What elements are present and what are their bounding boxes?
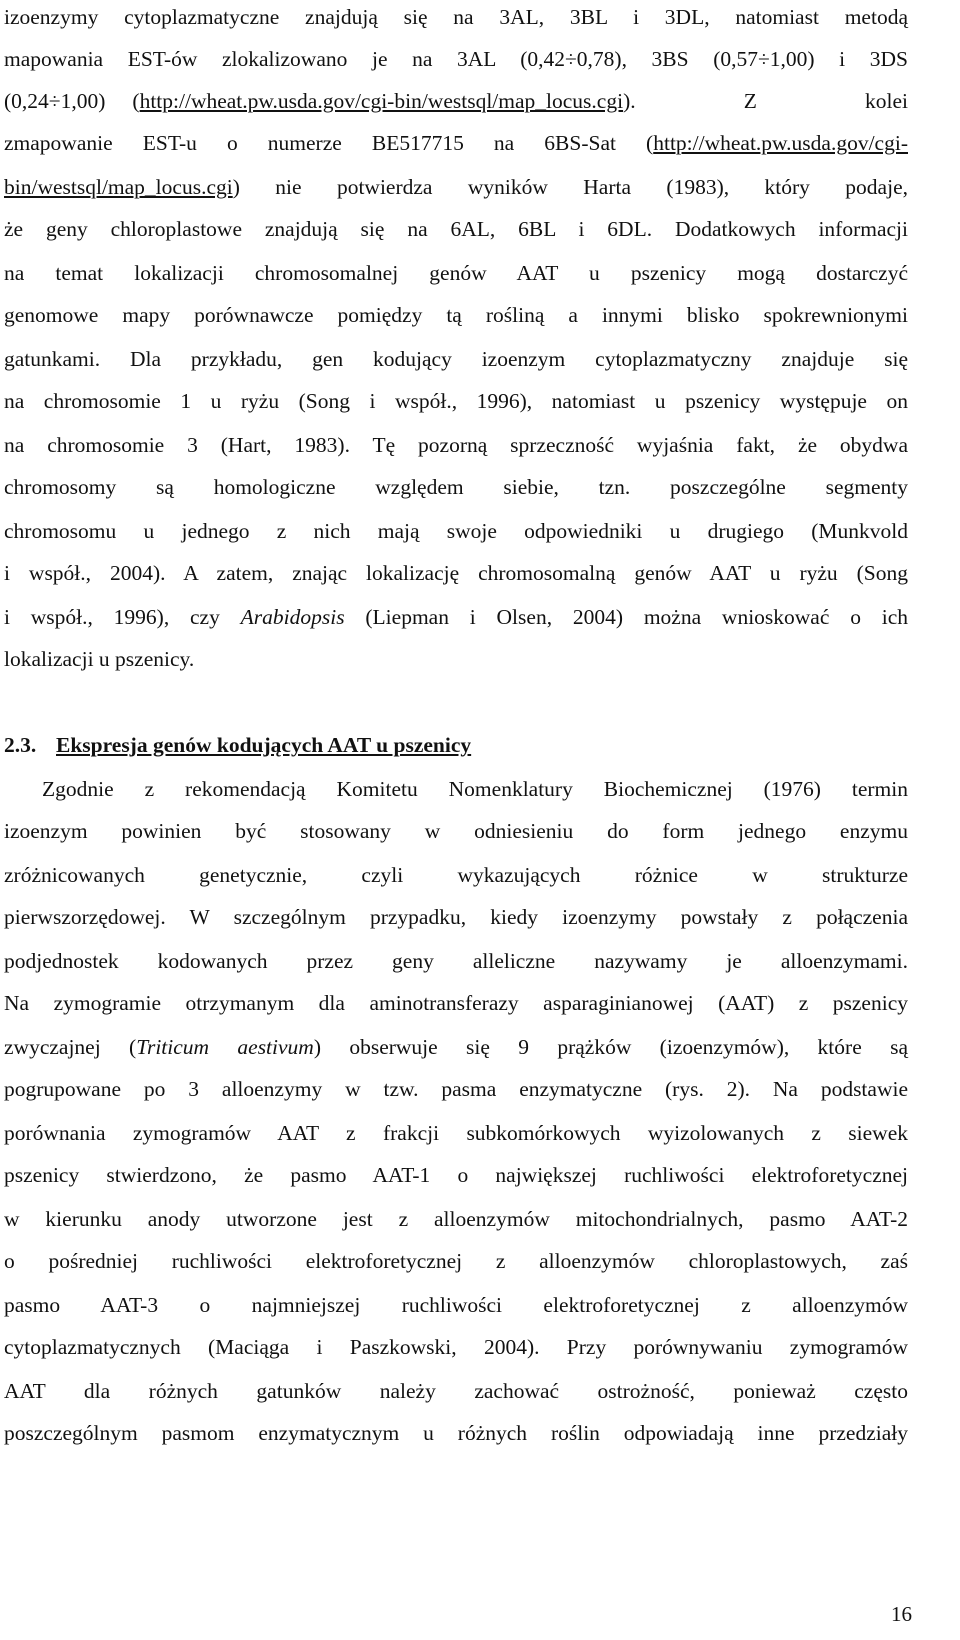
text-line: na temat lokalizacji chromosomalnej genów AAT u pszenicy mogą dostarczyć: [4, 261, 908, 285]
text-line: [4, 86, 908, 116]
text-segment: ) obserwuje się 9 prążków (izoenzymów), które są: [313, 1035, 908, 1059]
text-segment: zwyczajnej (: [4, 1035, 137, 1059]
text-line: zróżnicowanych genetycznie, czyli wykazujących różnice w strukturze: [4, 863, 908, 887]
text-line: [4, 1032, 908, 1062]
text-line: podjednostek kodowanych przez geny alleliczne nazywamy je alloenzymami.: [4, 949, 908, 973]
italic-species-name: Arabidopsis: [240, 605, 345, 629]
text-line: Na zymogramie otrzymanym dla aminotransferazy asparaginianowej (AAT) z pszenicy: [4, 991, 908, 1015]
text-line: pasmo AAT-3 o najmniejszej ruchliwości elektroforetycznej z alloenzymów: [4, 1293, 908, 1317]
text-line: porównania zymogramów AAT z frakcji subkomórkowych wyizolowanych z siewek: [4, 1121, 908, 1145]
text-line: chromosomu u jednego z nich mają swoje odpowiedniki u drugiego (Munkvold: [4, 519, 908, 543]
text-line: pierwszorzędowej. W szczególnym przypadku, kiedy izoenzymy powstały z połączenia: [4, 905, 908, 929]
text-segment: (0,24÷1,00) (: [4, 89, 140, 113]
page-number: 16: [891, 1602, 912, 1626]
text-segment: i współ., 1996), czy: [4, 605, 241, 629]
text-line: izoenzymy cytoplazmatyczne znajdują się na 3AL, 3BL i 3DL, natomiast metodą: [4, 5, 908, 29]
text-line: o pośredniej ruchliwości elektroforetycznej z alloenzymów chloroplastowych, zaś: [4, 1249, 908, 1273]
text-line: na chromosomie 1 u ryżu (Song i współ., 1996), natomiast u pszenicy występuje on: [4, 389, 908, 413]
text-segment: zmapowanie EST-u o numerze BE517715 na 6BS-Sat (: [4, 131, 654, 155]
map-locus-link[interactable]: http://wheat.pw.usda.gov/cgi-bin/westsql/map_locus.cgi: [139, 89, 624, 113]
text-line: w kierunku anody utworzone jest z alloenzymów mitochondrialnych, pasmo AAT-2: [4, 1207, 908, 1231]
text-segment: ). Z kolei: [623, 89, 908, 113]
italic-species-name: Triticum aestivum: [136, 1035, 314, 1059]
text-line: genomowe mapy porównawcze pomiędzy tą rośliną a innymi blisko spokrewnionymi: [4, 303, 908, 327]
text-line: [4, 172, 908, 202]
text-segment: (Liepman i Olsen, 2004) można wnioskować o ich: [344, 605, 909, 629]
text-line: mapowania EST-ów zlokalizowano je na 3AL (0,42÷0,78), 3BS (0,57÷1,00) i 3DS: [4, 47, 908, 71]
section-title: Ekspresja genów kodujących AAT u pszenicy: [56, 733, 472, 757]
text-line: gatunkami. Dla przykładu, gen kodujący izoenzym cytoplazmatyczny znajduje się: [4, 347, 908, 371]
text-line: że geny chloroplastowe znajdują się na 6AL, 6BL i 6DL. Dodatkowych informacji: [4, 217, 908, 241]
text-segment: ) nie potwierdza wyników Harta (1983), który podaje,: [232, 175, 908, 199]
text-line: [4, 602, 908, 632]
text-line: [4, 128, 908, 158]
map-locus-link-2[interactable]: http://wheat.pw.usda.gov/cgi-: [653, 131, 908, 155]
text-line: pogrupowane po 3 alloenzymy w tzw. pasma enzymatyczne (rys. 2). Na podstawie: [4, 1077, 908, 1101]
text-line: chromosomy są homologiczne względem siebie, tzn. poszczególne segmenty: [4, 475, 908, 499]
text-line: cytoplazmatycznych (Maciąga i Paszkowski, 2004). Przy porównywaniu zymogramów: [4, 1335, 908, 1359]
text-line: lokalizacji u pszenicy.: [4, 647, 195, 671]
map-locus-link-2-continued[interactable]: bin/westsql/map_locus.cgi: [4, 175, 233, 199]
text-line: i współ., 2004). A zatem, znając lokalizację chromosomalną genów AAT u ryżu (Song: [4, 561, 908, 585]
text-line: poszczególnym pasmom enzymatycznym u różnych roślin odpowiadają inne przedziały: [4, 1421, 908, 1445]
text-line: Zgodnie z rekomendacją Komitetu Nomenklatury Biochemicznej (1976) termin: [42, 777, 908, 801]
text-line: pszenicy stwierdzono, że pasmo AAT-1 o największej ruchliwości elektroforetycznej: [4, 1163, 908, 1187]
section-heading: [4, 730, 908, 760]
text-line: AAT dla różnych gatunków należy zachować ostrożność, ponieważ często: [4, 1379, 908, 1403]
text-line: izoenzym powinien być stosowany w odniesieniu do form jednego enzymu: [4, 819, 908, 843]
section-number: 2.3.: [4, 733, 37, 757]
text-line: na chromosomie 3 (Hart, 1983). Tę pozorną sprzeczność wyjaśnia fakt, że obydwa: [4, 433, 908, 457]
